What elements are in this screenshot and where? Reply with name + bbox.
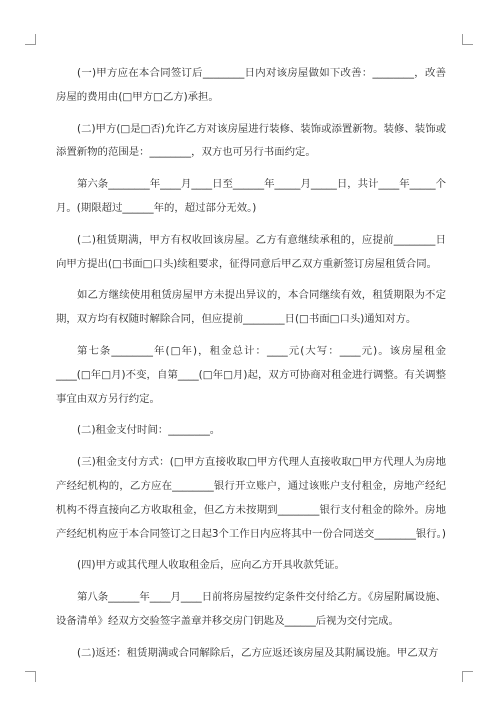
clause-continued-use: 如乙方继续使用租赁房屋甲方未提出异议的，本合同继续有效，租赁期限为不定期，双方均有权随时解除合同，但应提前________日(□书面□口头)通知对方。 [56, 289, 446, 326]
clause-improvement: (一)甲方应在本合同签订后________日内对该房屋做如下改善：________，改善房屋的费用由(□甲方□乙方)承担。 [56, 67, 446, 103]
document-body [56, 62, 446, 666]
crop-mark-bottom-left [25, 671, 36, 682]
clause-receipt: (四)甲方或其代理人收取租金后，应向乙方开具收款凭证。 [77, 559, 345, 572]
article-7-rent: 第七条________年(□年)，租金总计：____元(大写：____元)。该房屋租金____(□年□月)不变，自第____(□年□月)起，双方可协商对租金进行调整。有关调整事宜由双方另行约定。 [56, 344, 446, 405]
clause-payment-time: (二)租金支付时间：________。 [77, 424, 221, 437]
article-6-term: 第六条________年____月____日至______年_____月_____日，共计____年_____个月。(期限超过______年的，超过部分无效。) [56, 178, 446, 214]
clause-decoration: (二)甲方(□是□否)允许乙方对该房屋进行装修、装饰或添置新物。装修、装饰或添置新物的范围是：________，双方也可另行书面约定。 [56, 122, 446, 159]
clause-lease-renewal: (二)租赁期满，甲方有权收回该房屋。乙方有意继续承租的，应提前________日向甲方提出(□书面□口头)续租要求，征得同意后甲乙双方重新签订房屋租赁合同。 [56, 233, 446, 270]
clause-return: (二)返还：租赁期满或合同解除后，乙方应返还该房屋及其附属设施。甲乙双方 [77, 646, 439, 659]
article-8-delivery: 第八条______年____月____日前将房屋按约定条件交付给乙方。《房屋附属设施、设备清单》经双方交验签字盖章并移交房门钥匙及______后视为交付完成。 [56, 591, 446, 627]
crop-mark-top-right [462, 34, 473, 45]
crop-mark-top-left [25, 34, 36, 45]
crop-mark-bottom-right [462, 671, 473, 682]
clause-payment-method: (三)租金支付方式：(□甲方直接收取□甲方代理人直接收取□甲方代理人为房地产经纪机构的，乙方应在________银行开立账户，通过该账户支付租金，房地产经纪机构不得直接向乙方收取租金，但乙方未按期到________银行支付租金的除外。房地产经纪机构应于本合同签订之日起3个工作日内应将其中一份合同送交________银行。) [56, 456, 446, 540]
